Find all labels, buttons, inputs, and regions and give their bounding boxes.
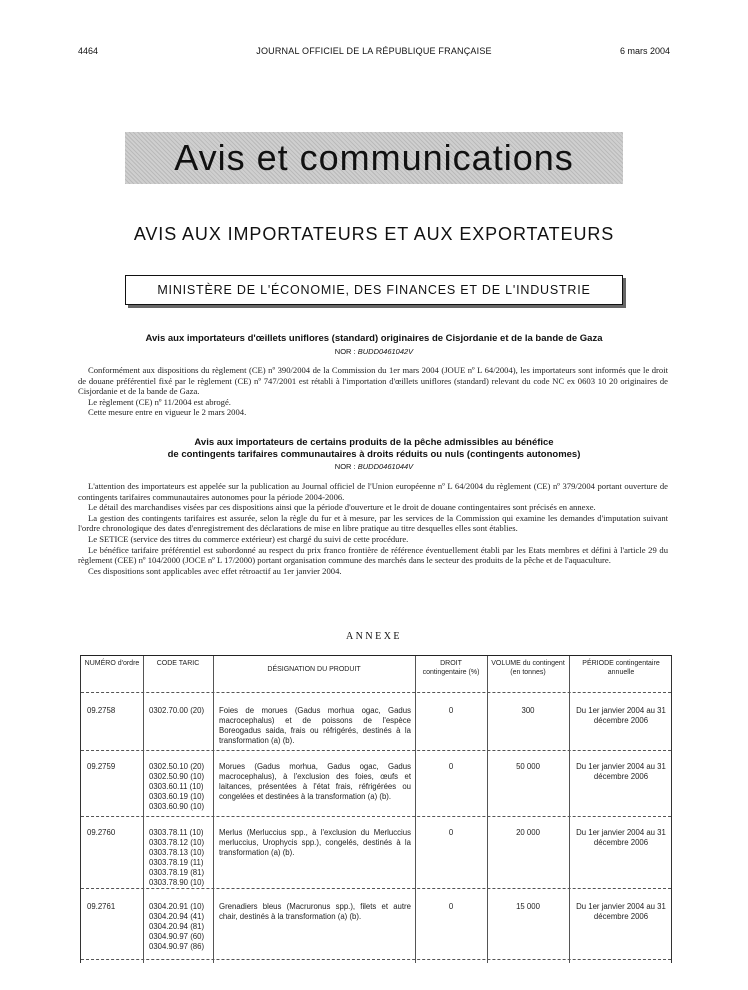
row4-volume: 15 000 (516, 902, 540, 911)
taric-code: 0304.90.97 (86) (149, 942, 205, 951)
page-header (78, 46, 670, 60)
paragraph: Cette mesure entre en vigueur le 2 mars 2004. (88, 407, 247, 418)
notice2-title-line1: Avis aux importateurs de certains produits de la pêche admissibles au bénéfice (194, 437, 554, 448)
paragraph: L'attention des importateurs est appelée sur la publication au Journal officiel de l'Union européenne nº L 64/2004 du règlement (CE) nº 379/2004 portant ouverture de contingents tarifaires communautaires autonomes pour la période 2004-2006. (78, 481, 668, 502)
paragraph: Le SETICE (service des titres du commerce extérieur) est chargé du suivi de cette procédure. (88, 533, 409, 544)
notice2-title (78, 437, 670, 461)
row3-droit: 0 (448, 828, 454, 837)
notice1-body (78, 365, 668, 418)
row4-droit: 0 (448, 902, 454, 911)
row3-volume: 20 000 (516, 828, 540, 837)
header-periode: PÉRIODE contingentaire annuelle (582, 660, 660, 676)
column-divider (213, 656, 214, 963)
column-divider (415, 656, 416, 963)
row1-numero: 09.2758 (87, 706, 116, 715)
taric-code: 0303.60.90 (10) (149, 802, 205, 811)
paragraph: Conformément aux dispositions du règlement (CE) nº 390/2004 de la Commission du 1er mars 2004 (JOUE nº L 64/2004), les importateurs sont informés que le droit de douane préférentiel fixé par le règlement (CE) nº 747/2001 est rétabli à l'importation d'œillets uniflores (standard) relevant du code NC ex 0603 10 20 originaires de Cisjordanie et de la bande de Gaza. (78, 365, 668, 397)
row4-numero: 09.2761 (87, 902, 116, 911)
row1-periode: Du 1er janvier 2004 au 31 décembre 2006 (576, 706, 666, 725)
notice2-body (78, 481, 668, 576)
row1-designation: Foies de morues (Gadus morhua ogac, Gadus macrocephalus) et de poissons de l'espèce Boreogadus saida, frais ou réfrigérés, destinés à la transformation (a) (b). (219, 706, 411, 745)
paragraph: Le détail des marchandises visées par ces dispositions ainsi que la période d'ouverture et le droit de douane contingentaires sont précisés en annexe. (88, 502, 596, 513)
row3-periode: Du 1er janvier 2004 au 31 décembre 2006 (576, 828, 666, 847)
annexe-title: ANNEXE (345, 631, 403, 642)
taric-code: 0303.78.11 (10) (149, 828, 204, 837)
notice2-title-line2: de contingents tarifaires communautaires à droits réduits ou nuls (contingents autonomes) (167, 449, 581, 460)
journal-title: JOURNAL OFFICIEL DE LA RÉPUBLIQUE FRANÇAISE (256, 46, 492, 56)
page-number: 4464 (78, 46, 99, 56)
row3-codes (149, 828, 209, 888)
section-title: AVIS AUX IMPORTATEURS ET AUX EXPORTATEURS (133, 224, 615, 244)
paragraph: La gestion des contingents tarifaires est assurée, selon la règle du fur et à mesure, par les services de la Commission qui examine les demandes d'imputation suivant l'ordre chronologique des dates d'enregistrement des déclarations de mise en libre pratique au titre desquelles elles sont établies. (78, 512, 668, 534)
paragraph: Le règlement (CE) nº 11/2004 est abrogé. (88, 396, 231, 407)
taric-code: 0304.20.91 (10) (149, 902, 205, 911)
nor-code: BUDD0461044V (357, 462, 414, 471)
column-divider (569, 656, 570, 963)
row2-droit: 0 (448, 762, 454, 771)
taric-code: 0302.50.90 (10) (149, 772, 205, 781)
row4-designation: Grenadiers bleus (Macruronus spp.), filets et autre chair, destinés à la transformation (a) (b). (219, 902, 411, 921)
row4-codes (149, 902, 209, 952)
row3-numero: 09.2760 (87, 828, 116, 837)
row1-volume: 300 (521, 706, 535, 715)
column-divider (143, 656, 144, 963)
column-divider (487, 656, 488, 963)
taric-code: 0304.20.94 (41) (149, 912, 205, 921)
issue-date: 6 mars 2004 (619, 46, 670, 56)
row3-designation: Merlus (Merluccius spp., à l'exclusion du Merluccius merluccius, Urophycis spp.), congelés, destinés à la transformation (a) (b). (219, 828, 411, 857)
taric-code: 0303.78.19 (81) (149, 868, 205, 877)
header-code: CODE TARIC (156, 660, 200, 667)
row-divider (81, 750, 671, 751)
paragraph: Le bénéfice tarifaire préférentiel est subordonné au respect du prix franco frontière de référence éventuellement établi par les Etats membres et défini à l'article 29 du règlement (CEE) nº 104/2000 (JOCE nº L 17/2000) portant organisation commune des marchés dans le secteur des produits de la pêche et de l'aquaculture. (78, 544, 668, 566)
section-banner (125, 132, 623, 184)
taric-code: 0303.60.19 (10) (149, 792, 205, 801)
row-divider (81, 816, 671, 817)
taric-code: 0302.70.00 (20) (149, 706, 205, 715)
taric-code: 0304.20.94 (81) (149, 922, 205, 931)
nor-code: BUDD0461042V (357, 347, 414, 356)
row2-numero: 09.2759 (87, 762, 116, 771)
ministry-box: MINISTÈRE DE L'ÉCONOMIE, DES FINANCES ET DE L'INDUSTRIE (125, 275, 623, 305)
header-droit: DROIT contingentaire (%) (422, 660, 480, 676)
taric-code: 0303.78.13 (10) (149, 848, 205, 857)
row1-codes (149, 706, 209, 716)
row-divider (81, 959, 671, 960)
notice1-title: Avis aux importateurs d'œillets uniflores (standard) originaires de Cisjordanie et de la bande de Gaza (145, 333, 603, 344)
row-divider (81, 692, 671, 693)
taric-code: 0303.60.11 (10) (149, 782, 204, 791)
taric-code: 0303.78.90 (10) (149, 878, 205, 887)
taric-code: 0304.90.97 (60) (149, 932, 205, 941)
header-numero: NUMÉRO d'ordre (84, 660, 140, 667)
nor-label: NOR : (334, 347, 356, 356)
annexe-table (80, 655, 672, 963)
header-designation: DÉSIGNATION DU PRODUIT (267, 666, 361, 673)
notice2-nor (78, 462, 670, 471)
row2-volume: 50 000 (516, 762, 540, 771)
row1-droit: 0 (448, 706, 454, 715)
row-divider (81, 888, 671, 889)
banner-title: Avis et communications (174, 137, 574, 178)
notice1-nor (78, 347, 670, 356)
header-volume: VOLUME du contingent (en tonnes) (491, 660, 565, 676)
paragraph: Ces dispositions sont applicables avec effet rétroactif au 1er janvier 2004. (88, 565, 342, 576)
nor-label: NOR : (334, 462, 356, 471)
row2-designation: Morues (Gadus morhua, Gadus ogac, Gadus macrocephalus), à l'exclusion des foies, œufs et laitances, présentées à l'état frais, réfrigérées ou congelées et destinées à la transformation (a) (b). (219, 762, 411, 801)
taric-code: 0303.78.19 (11) (149, 858, 204, 867)
row2-codes (149, 762, 209, 812)
row2-periode: Du 1er janvier 2004 au 31 décembre 2006 (576, 762, 666, 781)
taric-code: 0302.50.10 (20) (149, 762, 205, 771)
row4-periode: Du 1er janvier 2004 au 31 décembre 2006 (576, 902, 666, 921)
taric-code: 0303.78.12 (10) (149, 838, 205, 847)
